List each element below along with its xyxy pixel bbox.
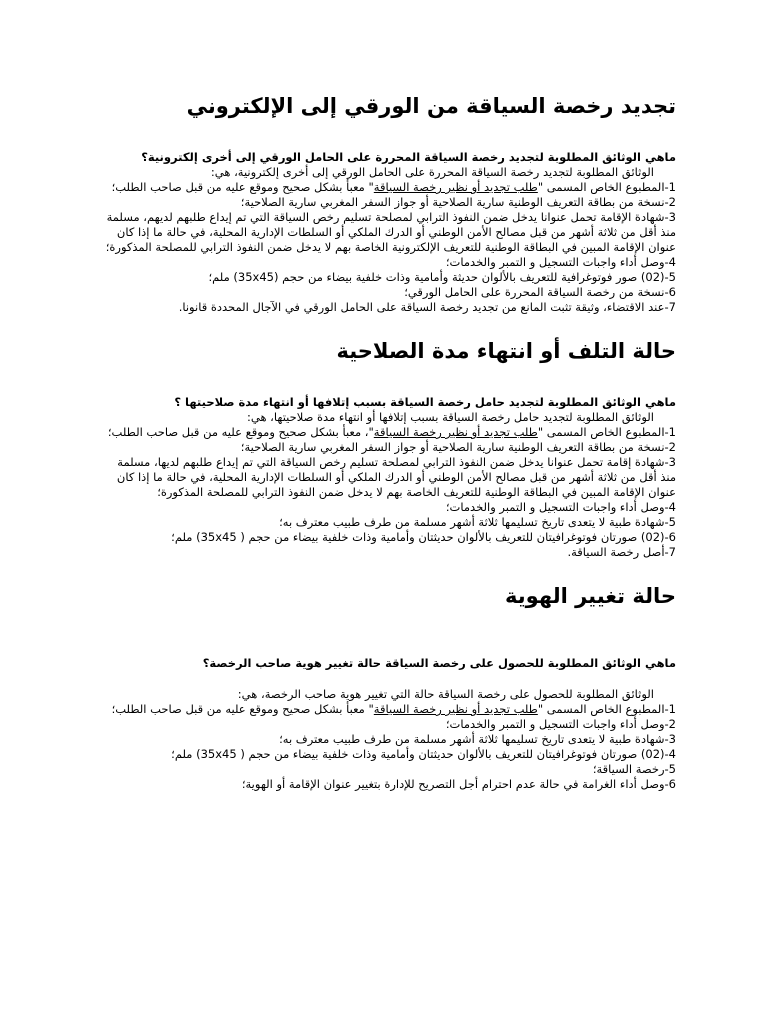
requirement-item: [100, 195, 676, 210]
form-link[interactable]: طلب تجديد أو نظير رخصة السياقة: [373, 180, 538, 194]
requirement-text: 1-المطبوع الخاص المسمى ": [537, 702, 676, 716]
requirement-item: [100, 545, 676, 560]
requirement-item: [100, 500, 676, 515]
requirements-list: [100, 425, 676, 560]
section-heading: حالة التلف أو انتهاء مدة الصلاحية: [336, 339, 676, 363]
section-damage-expiry: [100, 337, 676, 560]
requirement-text: 2-وصل أداء واجبات التسجيل و التمبر والخدمات؛: [445, 717, 676, 731]
requirement-text: 7-أصل رخصة السياقة.: [567, 545, 676, 559]
requirement-text: 5-(02) صور فوتوغرافية للتعريف بالألوان حديثة وأمامية وذات خلفية بيضاء من حجم (35x45) ملم؛: [208, 270, 676, 284]
requirement-text-continued: "، معبأ بشكل صحيح وموقع عليه من قبل صاحب الطلب؛: [107, 425, 374, 439]
requirement-item: [100, 530, 676, 545]
requirement-text: 3-شهادة إقامة تحمل عنوانا يدخل ضمن النفوذ الترابي لمصلحة تسليم رخص السياقة التي تم إيداع طلبهم لديها، مسلمة منذ أقل من ثلاثة أشهر من قبل مصالح الأمن الوطني أو الدرك الملكي أو السلطات الإدارية المحلية، في حالة ما إذا كان عنوان الإقامة المبين في البطاقة الوطنية للتعريف الخاصة بهم لا يدخل ضمن النفوذ الترابي للمصلحة المذكورة؛: [116, 455, 676, 499]
requirement-text: 3-شهادة طبية لا يتعدى تاريخ تسليمها ثلاثة أشهر مسلمة من طرف طبيب معترف به؛: [279, 732, 676, 746]
section-intro: الوثائق المطلوبة للحصول على رخصة السياقة حالة التي تغيير هوية صاحب الرخصة، هي:: [237, 687, 654, 701]
section-intro: الوثائق المطلوبة لتجديد حامل رخصة السياقة بسبب إتلافها أو انتهاء مدة صلاحيتها، هي:: [247, 410, 654, 424]
requirement-text: 6-نسخة من رخصة السياقة المحررة على الحامل الورقي؛: [404, 285, 676, 299]
requirement-text: 4-وصل أداء واجبات التسجيل و التمبر والخدمات؛: [445, 255, 676, 269]
requirement-text: 4-(02) صورتان فوتوغرافيتان للتعريف بالألوان حديثتان وأمامية وذات خلفية بيضاء من حجم ( 35x45) ملم؛: [171, 747, 676, 761]
requirement-item: [100, 732, 676, 747]
requirement-text: 2-نسخة من بطاقة التعريف الوطنية سارية الصلاحية أو جواز السفر المغربي سارية الصلاحية؛: [240, 440, 676, 454]
requirement-item: [100, 210, 676, 255]
requirement-item: [100, 285, 676, 300]
requirement-text: 5-شهادة طبية لا يتعدى تاريخ تسليمها ثلاثة أشهر مسلمة من طرف طبيب معترف به؛: [279, 515, 676, 529]
requirement-text: 4-وصل أداء واجبات التسجيل و التمبر والخدمات؛: [445, 500, 676, 514]
section-question: ماهي الوثائق المطلوبة لتجديد حامل رخصة السياقة بسبب إتلافها أو انتهاء مدة صلاحيتها ؟: [174, 395, 676, 409]
requirement-item: [100, 747, 676, 762]
requirement-text: 3-شهادة الإقامة تحمل عنوانا يدخل ضمن النفوذ الترابي لمصلحة تسليم رخص السياقة التي تم إيداع طلبهم لديهم، مسلمة منذ أقل من ثلاثة أشهر من قبل مصالح الأمن الوطني أو الدرك الملكي أو السلطات الإدارية المحلية، في حالة ما إذا كان عنوان الإقامة المبين في البطاقة الوطنية للتعريف الإلكترونية الخاصة بهم لا يدخل ضمن النفوذ الترابي للمصلحة المذكورة؛: [105, 210, 676, 254]
requirements-list: [100, 702, 676, 792]
requirements-list: [100, 180, 676, 315]
requirement-text: 6-وصل أداء الغرامة في حالة عدم احترام أجل التصريح للإدارة بتغيير عنوان الإقامة أو الهوية؛: [241, 777, 676, 791]
requirement-text: 2-نسخة من بطاقة التعريف الوطنية سارية الصلاحية أو جواز السفر المغربي سارية الصلاحية؛: [240, 195, 676, 209]
requirement-item: [100, 702, 676, 717]
section-question: ماهي الوثائق المطلوبة لتجديد رخصة السياقة المحررة على الحامل الورقي إلى أخرى إلكترونية؟: [141, 150, 676, 164]
requirement-item: [100, 717, 676, 732]
requirement-item: [100, 762, 676, 777]
requirement-text: 1-المطبوع الخاص المسمى ": [537, 180, 676, 194]
section-heading: حالة تغيير الهوية: [505, 584, 676, 608]
section-paper-to-electronic: [100, 150, 676, 315]
requirement-text: 1-المطبوع الخاص المسمى ": [537, 425, 676, 439]
form-link[interactable]: طلب تجديد أو نظير رخصة السياقة: [373, 425, 538, 439]
requirement-item: [100, 300, 676, 315]
requirement-item: [100, 777, 676, 792]
requirement-text: 7-عند الاقتضاء، وثيقة تثبت المانع من تجديد رخصة السياقة على الحامل الورقي في الآجال المحددة قانونا.: [178, 300, 676, 314]
requirement-item: [100, 255, 676, 270]
requirement-text-continued: " معبأ بشكل صحيح وموقع عليه من قبل صاحب الطلب؛: [111, 180, 374, 194]
document-page: [100, 92, 676, 792]
form-link[interactable]: طلب تجديد أو نظير رخصة السياقة: [373, 702, 538, 716]
requirement-item: [100, 455, 676, 500]
requirement-text-continued: " معبأ بشكل صحيح وموقع عليه من قبل صاحب الطلب؛: [111, 702, 374, 716]
requirement-item: [100, 440, 676, 455]
page-title: تجديد رخصة السياقة من الورقي إلى الإلكتروني: [186, 94, 676, 118]
requirement-item: [100, 180, 676, 195]
requirement-item: [100, 515, 676, 530]
section-intro: الوثائق المطلوبة لتجديد رخصة السياقة المحررة على الحامل الورقي إلى أخرى إلكترونية، هي:: [210, 165, 654, 179]
requirement-item: [100, 425, 676, 440]
requirement-text: 6-(02) صورتان فوتوغرافيتان للتعريف بالألوان حديثتان وأمامية وذات خلفية بيضاء من حجم ( 35x45) ملم؛: [171, 530, 676, 544]
requirement-item: [100, 270, 676, 285]
section-identity-change: [100, 582, 676, 792]
section-question: ماهي الوثائق المطلوبة للحصول على رخصة السياقة حالة تغيير هوية صاحب الرخصة؟: [202, 656, 676, 670]
requirement-text: 5-رخصة السياقة؛: [592, 762, 676, 776]
